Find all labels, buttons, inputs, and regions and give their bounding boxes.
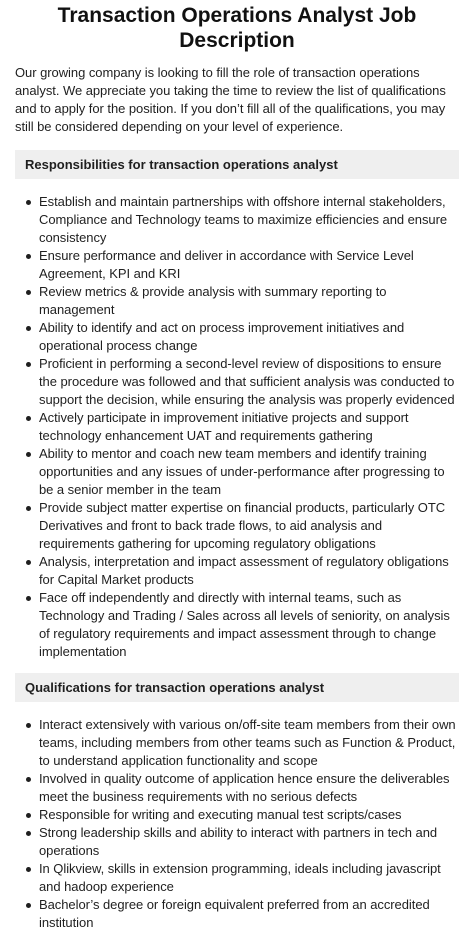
- list-item: Review metrics & provide analysis with summary reporting to management: [39, 283, 459, 319]
- qualifications-heading: Qualifications for transaction operations analyst: [15, 673, 459, 702]
- page-title: Transaction Operations Analyst Job Description: [57, 4, 417, 52]
- list-item: Establish and maintain partnerships with offshore internal stakeholders, Compliance and Technology teams to maximize efficiencies and ensure consistency: [39, 193, 459, 247]
- list-item: Face off independently and directly with internal teams, such as Technology and Trading / Sales across all levels of seniority, on analysis of regulatory requirements and impact assessment through to change implementation: [39, 589, 459, 661]
- intro-paragraph: Our growing company is looking to fill the role of transaction operations analyst. We appreciate you taking the time to review the list of qualifications and to apply for the position. If you don’t fill all of the qualifications, you may still be considered depending on your level of experience.: [15, 65, 446, 134]
- list-item: Provide subject matter expertise on financial products, particularly OTC Derivatives and front to back trade flows, to aid analysis and requirements gathering for upcoming regulatory obligations: [39, 499, 459, 553]
- list-item: Responsible for writing and executing manual test scripts/cases: [39, 806, 459, 824]
- list-item: Proficient in performing a second-level review of dispositions to ensure the procedure was followed and that sufficient analysis was conducted to support the decision, while ensuring the analysis was properly evidenced: [39, 355, 459, 409]
- list-item: Involved in quality outcome of application hence ensure the deliverables meet the business requirements with no serious defects: [39, 770, 459, 806]
- qualifications-list: [15, 716, 459, 932]
- list-item: In Qlikview, skills in extension programming, ideals including javascript and hadoop experience: [39, 860, 459, 896]
- list-item: Strong leadership skills and ability to interact with partners in tech and operations: [39, 824, 459, 860]
- list-item: Bachelor’s degree or foreign equivalent preferred from an accredited institution: [39, 896, 459, 932]
- list-item: Ability to mentor and coach new team members and identify training opportunities and any issues of under-performance after progressing to be a senior member in the team: [39, 445, 459, 499]
- responsibilities-list: [15, 193, 459, 661]
- list-item: Ability to identify and act on process improvement initiatives and operational process change: [39, 319, 459, 355]
- list-item: Ensure performance and deliver in accordance with Service Level Agreement, KPI and KRI: [39, 247, 459, 283]
- list-item: Actively participate in improvement initiative projects and support technology enhancement UAT and requirements gathering: [39, 409, 459, 445]
- list-item: Interact extensively with various on/off-site team members from their own teams, including members from other teams such as Function & Product, to understand application functionality and scope: [39, 716, 459, 770]
- responsibilities-heading: Responsibilities for transaction operations analyst: [15, 150, 459, 179]
- list-item: Analysis, interpretation and impact assessment of regulatory obligations for Capital Market products: [39, 553, 459, 589]
